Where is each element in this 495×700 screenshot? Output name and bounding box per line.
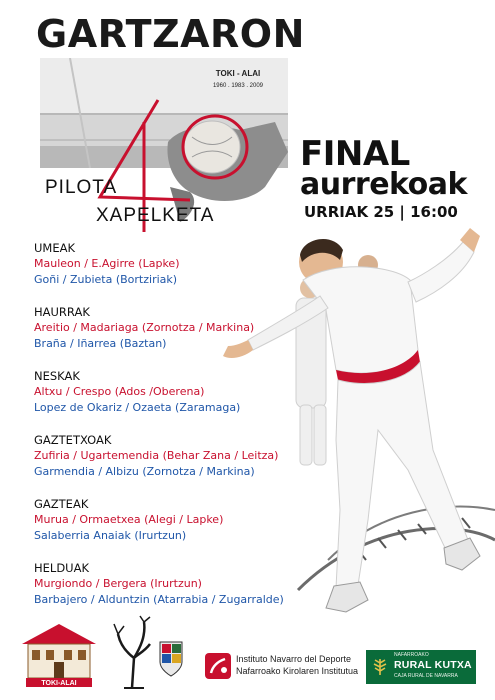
category-neskak	[34, 368, 334, 416]
plaque-years: 1960 . 1983 . 2009	[212, 83, 264, 89]
club-tree-logo	[110, 614, 188, 692]
match-line: Lopez de Okariz / Ozaeta (Zaramaga)	[34, 401, 241, 414]
match-line: Mauleon / E.Agirre (Lapke)	[34, 257, 180, 270]
category-umeak	[34, 240, 334, 288]
rk-top-label: NAFARROAKO	[394, 652, 429, 658]
category-haurrak	[34, 304, 334, 352]
event-title-line2: aurrekoak	[300, 167, 467, 202]
event-date: URRIAK 25 | 16:00	[304, 203, 458, 221]
match-line: Goñi / Zubieta (Bortziriak)	[34, 273, 178, 286]
event-title-line1: FINAL	[300, 134, 410, 174]
match-line: Altxu / Crespo (Ados /Oberena)	[34, 385, 205, 398]
rk-main-label: RURAL KUTXA	[394, 659, 472, 671]
category-gaztetxoak	[34, 432, 334, 480]
page-title: GARTZARON	[36, 12, 305, 56]
logo-line1: PILOTA	[45, 177, 118, 198]
match-line: Murgiondo / Bergera (Irurtzun)	[34, 577, 202, 590]
ind-logo-mark	[205, 653, 231, 679]
category-helduak	[34, 560, 334, 608]
match-line: Salaberria Anaiak (Irurtzun)	[34, 529, 187, 542]
match-line: Zufiria / Ugartemendia (Behar Zana / Leitza)	[34, 449, 279, 462]
wheat-icon	[370, 657, 390, 677]
rural-kutxa-logo	[366, 650, 476, 684]
categories-list	[34, 240, 334, 624]
category-name: GAZTEAK	[34, 497, 89, 511]
toki-alai-label: TOKI-ALAI	[41, 680, 77, 687]
match-line: Areitio / Madariaga (Zornotza / Markina)	[34, 321, 255, 334]
category-name: HAURRAK	[34, 305, 90, 319]
rk-sub-label: CAJA RURAL DE NAVARRA	[394, 673, 458, 679]
instituto-navarro-deporte-logo	[205, 652, 360, 682]
ind-label-eu: Nafarroako Kirolaren Institutua	[236, 666, 359, 676]
ind-label-es: Instituto Navarro del Deporte	[236, 654, 352, 664]
plaque-name: TOKI - ALAI	[215, 69, 261, 78]
category-name: NESKAK	[34, 369, 80, 383]
toki-alai-logo	[20, 622, 98, 688]
category-name: HELDUAK	[34, 561, 90, 575]
category-name: UMEAK	[34, 241, 76, 255]
match-line: Braña / Iñarrea (Baztan)	[34, 337, 167, 350]
match-line: Murua / Ormaetxea (Alegi / Lapke)	[34, 513, 224, 526]
match-line: Barbajero / Alduntzin (Atarrabia / Zugarralde)	[34, 593, 284, 606]
ind-mark-icon	[205, 653, 231, 679]
category-gazteak	[34, 496, 334, 544]
category-name: GAZTETXOAK	[34, 433, 112, 447]
logo-line2: XAPELKETA	[96, 205, 215, 226]
match-line: Garmendia / Albizu (Zornotza / Markina)	[34, 465, 255, 478]
event-title	[300, 134, 467, 202]
